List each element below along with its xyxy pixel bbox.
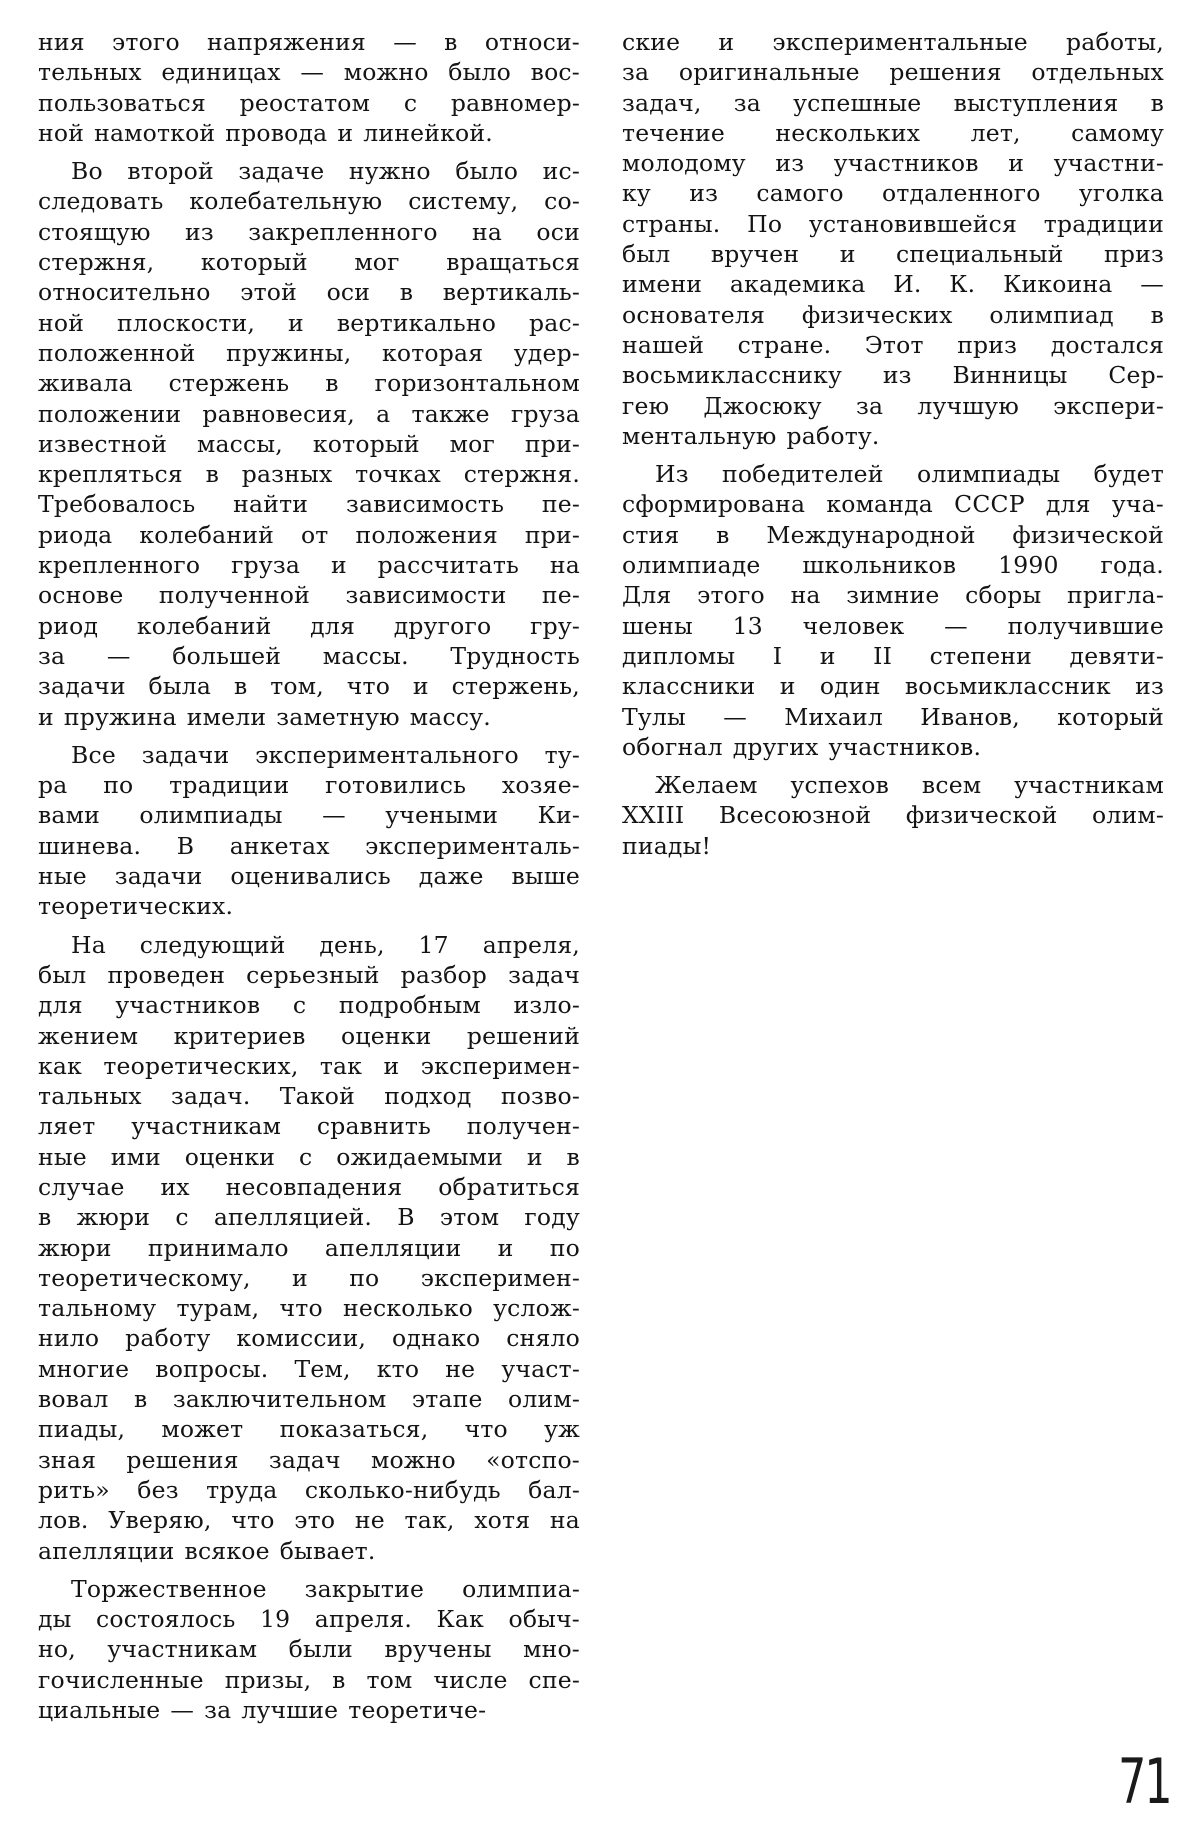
text-line: ной плоскости, и вертикально рас- [38,308,580,337]
text-line: жением критериев оценки решений [38,1021,580,1050]
text-line: Тулы — Михаил Иванов, который [622,702,1164,731]
text-line: но, участникам были вручены мно- [38,1635,580,1664]
paragraph [622,770,1164,861]
text-line: апелляции всякое бывает. [38,1536,376,1565]
text-line: классники и один восьмиклассник из [622,672,1164,701]
text-line: ния этого напряжения — в относи- [38,28,580,56]
text-line: многие вопросы. Тем, кто не участ- [38,1354,580,1383]
text-line: имени академика И. К. Кикоина — [622,270,1164,299]
text-line: На следующий день, 17 апреля, [71,930,580,959]
text-line: и пружина имели заметную массу. [38,702,491,731]
text-line: вовал в заключительном этапе олим- [38,1385,580,1414]
paragraph-gap [38,922,580,930]
text-line: ляет участникам сравнить получен- [38,1112,580,1141]
paragraph [38,930,580,1566]
text-line: был вручен и специальный приз [622,240,1164,269]
text-line: течение нескольких лет, самому [622,118,1164,147]
text-line: Во второй задаче нужно было ис- [71,157,580,186]
text-line: теоретическому, и по эксперимен- [38,1263,580,1292]
text-line: ные ими оценки с ожидаемыми и в [38,1142,580,1171]
text-line: зная решения задач можно «отспо- [38,1445,580,1474]
text-line: Все задачи экспериментального ту- [71,740,580,769]
text-line: положенной пружины, которая удер- [38,338,580,367]
text-line: XXIII Всесоюзной физической олим- [622,801,1164,830]
paragraph [622,459,1164,762]
text-line: пиады! [622,831,712,860]
paragraph [38,27,580,148]
text-line: крепленного груза и рассчитать на [38,551,580,580]
text-line: рить» без труда сколько-нибудь бал- [38,1475,580,1504]
text-line: обогнал других участников. [622,732,982,761]
text-line: пользоваться реостатом с равномер- [38,88,580,117]
text-line: задачи была в том, что и стержень, [38,672,580,701]
text-line: нашей стране. Этот приз достался [622,330,1164,359]
page-number: 71 [1118,1745,1171,1818]
text-line: Торжественное закрытие олимпиа- [71,1574,580,1603]
paragraph [38,156,580,732]
paragraph [622,27,1164,451]
text-line: тальному турам, что несколько услож- [38,1294,580,1323]
text-line: был проведен серьезный разбор задач [38,960,580,989]
text-line: положении равновесия, а также груза [38,399,580,428]
text-line: задач, за успешные выступления в [622,88,1164,117]
text-line: ды состоялось 19 апреля. Как обыч- [38,1605,580,1634]
text-line: относительно этой оси в вертикаль- [38,278,580,307]
text-line: шинева. В анкетах эксперименталь- [38,831,580,860]
text-line: гочисленные призы, в том числе спе- [38,1665,580,1694]
text-line: жюри принимало апелляции и по [38,1233,580,1262]
text-line: лов. Уверяю, что это не так, хотя на [38,1506,580,1535]
text-line: дипломы I и II степени девяти- [622,641,1164,670]
text-line: известной массы, который мог при- [38,429,580,458]
paragraph [38,740,580,922]
text-line: восьмикласснику из Винницы Сер- [622,361,1164,390]
text-line: Из победителей олимпиады будет [655,460,1164,489]
text-line: основе полученной зависимости пе- [38,581,580,610]
text-line: ские и экспериментальные работы, [622,28,1164,56]
left-column [38,27,580,1725]
right-column [622,27,1164,861]
text-line: ной намоткой провода и линейкой. [38,118,493,147]
text-line: пиады, может показаться, что уж [38,1415,580,1444]
text-line: стоящую из закрепленного на оси [38,217,580,246]
text-line: случае их несовпадения обратиться [38,1172,580,1201]
text-line: для участников с подробным изло- [38,991,580,1020]
text-line: циальные — за лучшие теоретиче- [38,1696,487,1725]
text-line: тальных задач. Такой подход позво- [38,1082,580,1111]
text-line: стержня, который мог вращаться [38,248,580,277]
paragraph-gap [622,762,1164,770]
text-line: ку из самого отдаленного уголка [622,179,1164,208]
text-line: Для этого на зимние сборы пригла- [622,581,1164,610]
text-line: тельных единицах — можно было вос- [38,58,580,87]
text-line: молодому из участников и участни- [622,149,1164,178]
paragraph-gap [38,148,580,156]
text-line: Требовалось найти зависимость пе- [38,490,580,519]
text-line: крепляться в разных точках стержня. [38,460,580,489]
text-line: риода колебаний от положения при- [38,520,580,549]
text-line: в жюри с апелляцией. В этом году [38,1203,580,1232]
text-line: следовать колебательную систему, со- [38,187,580,216]
text-line: вами олимпиады — учеными Ки- [38,801,580,830]
text-line: гею Джосюку за лучшую экспери- [622,391,1164,420]
text-line: олимпиаде школьников 1990 года. [622,551,1164,580]
text-line: теоретических. [38,892,234,921]
text-line: живала стержень в горизонтальном [38,369,580,398]
text-line: нило работу комиссии, однако сняло [38,1324,580,1353]
paragraph-gap [38,1566,580,1574]
text-line: ра по традиции готовились хозяе- [38,771,580,800]
text-line: за оригинальные решения отдельных [622,58,1164,87]
paragraph-gap [38,732,580,740]
text-line: сформирована команда СССР для уча- [622,490,1164,519]
text-line: ментальную работу. [622,421,880,450]
text-line: страны. По установившейся традиции [622,209,1164,238]
text-line: стия в Международной физической [622,520,1164,549]
text-line: Желаем успехов всем участникам [655,771,1164,800]
text-line: шены 13 человек — получившие [622,611,1164,640]
text-line: за — большей массы. Трудность [38,641,580,670]
text-line: как теоретических, так и эксперимен- [38,1051,580,1080]
text-line: основателя физических олимпиад в [622,300,1164,329]
paragraph [38,1574,580,1725]
paragraph-gap [622,451,1164,459]
text-line: риод колебаний для другого гру- [38,611,580,640]
text-line: ные задачи оценивались даже выше [38,862,580,891]
